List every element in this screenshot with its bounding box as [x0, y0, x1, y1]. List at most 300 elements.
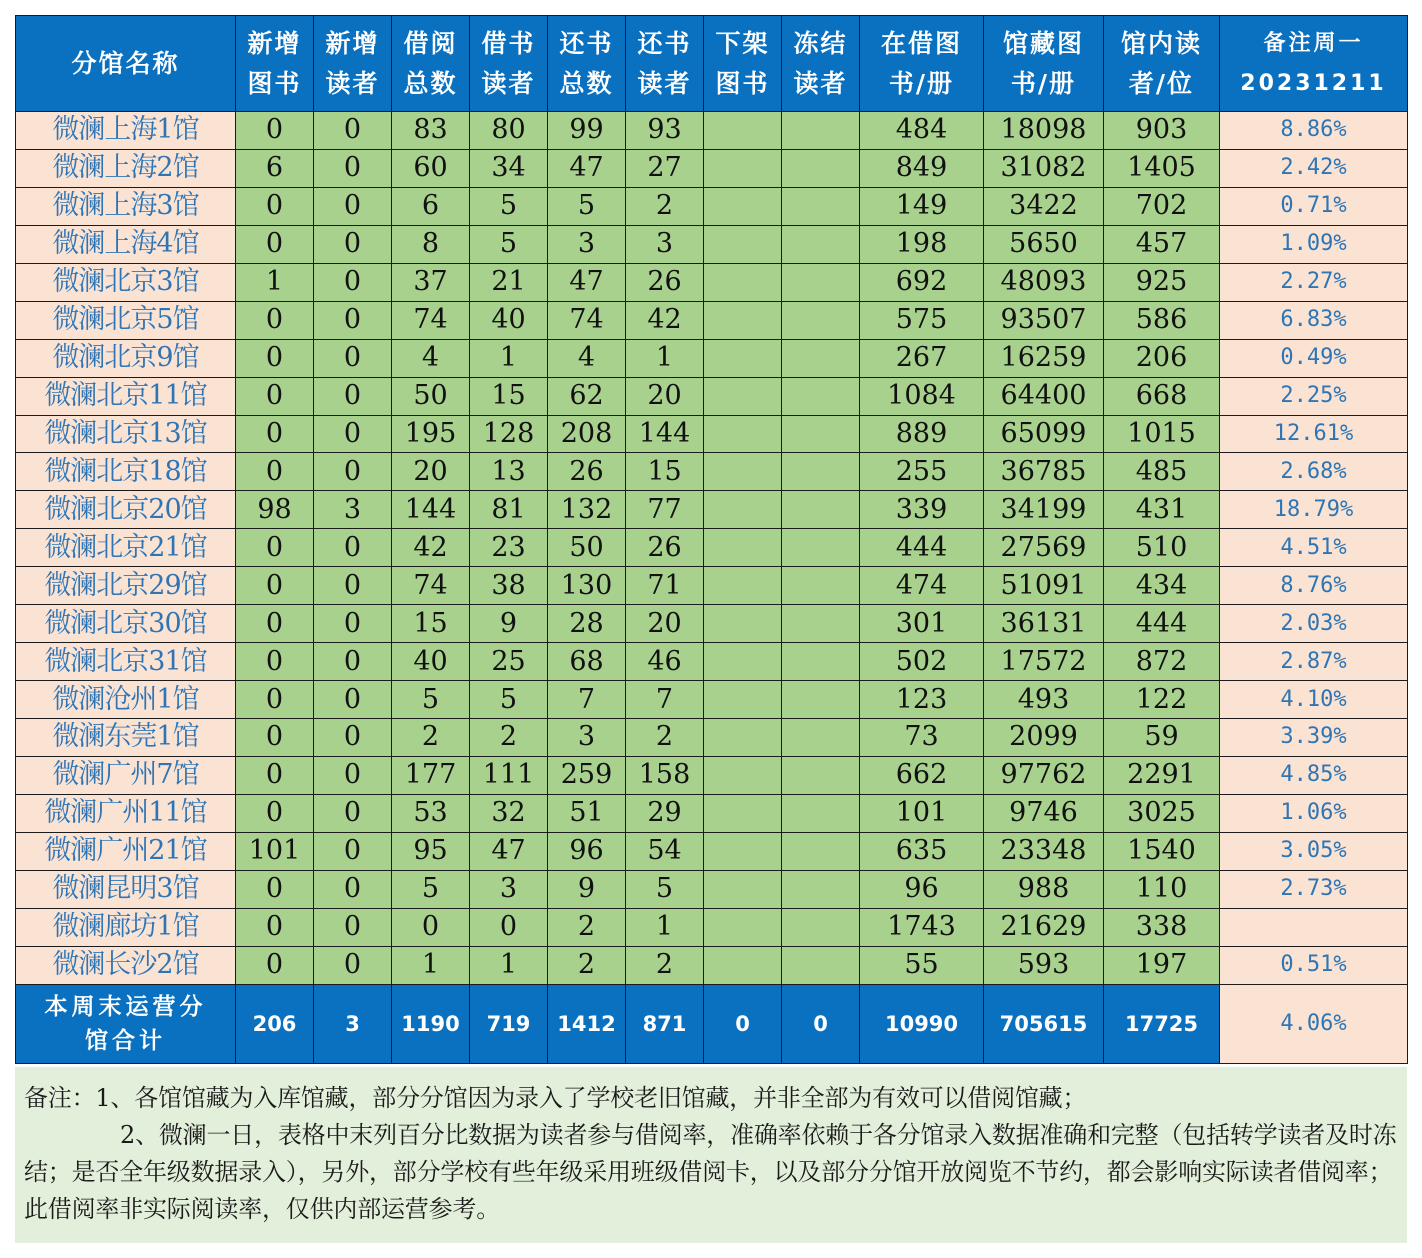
- table-row: [16, 832, 1408, 870]
- borrow-rate-cell: 8.86%: [1220, 112, 1408, 150]
- new-readers-cell: 0: [314, 453, 392, 491]
- collection-cell: 93507: [984, 301, 1104, 339]
- readers-cell: 59: [1104, 719, 1220, 757]
- readers-cell: 197: [1104, 946, 1220, 984]
- new-readers-cell: 0: [314, 112, 392, 150]
- header-line1: 新增: [325, 28, 380, 58]
- borrow-readers-cell: 5: [470, 187, 548, 225]
- frozen-readers-cell: [782, 567, 860, 605]
- return-readers-cell: 27: [626, 149, 704, 187]
- header-line1: 还书: [559, 28, 614, 58]
- new-books-cell: 0: [236, 870, 314, 908]
- new-books-cell: 0: [236, 681, 314, 719]
- borrow-total-cell: 53: [392, 794, 470, 832]
- branch-name-cell: 微澜昆明3馆: [16, 870, 236, 908]
- table-row: [16, 149, 1408, 187]
- removed-books-cell: [704, 756, 782, 794]
- branch-name-cell: 微澜北京29馆: [16, 567, 236, 605]
- new-books-cell: 0: [236, 339, 314, 377]
- books-on-loan-cell: 575: [860, 301, 984, 339]
- header-line2: 总数: [559, 68, 614, 98]
- readers-cell: 925: [1104, 263, 1220, 301]
- header-line2: 读者: [481, 68, 536, 98]
- return-readers-cell: 29: [626, 794, 704, 832]
- new-readers-cell: 0: [314, 681, 392, 719]
- return-readers-cell: 144: [626, 415, 704, 453]
- return-readers-cell: 5: [626, 870, 704, 908]
- header-new-books: [236, 16, 314, 112]
- return-total-cell: 2: [548, 946, 626, 984]
- return-total-cell: 132: [548, 491, 626, 529]
- branch-name-cell: 微澜东莞1馆: [16, 719, 236, 757]
- total-readers: 17725: [1104, 984, 1220, 1063]
- borrow-readers-cell: 80: [470, 112, 548, 150]
- new-books-cell: 0: [236, 567, 314, 605]
- borrow-rate-cell: 2.03%: [1220, 605, 1408, 643]
- header-books-on-loan: [860, 16, 984, 112]
- header-line2: 读者: [793, 68, 848, 98]
- removed-books-cell: [704, 415, 782, 453]
- table-header: [16, 16, 1408, 112]
- total-new-readers: 3: [314, 984, 392, 1063]
- removed-books-cell: [704, 529, 782, 567]
- table-row: [16, 453, 1408, 491]
- borrow-total-cell: 0: [392, 908, 470, 946]
- new-books-cell: 6: [236, 149, 314, 187]
- return-total-cell: 47: [548, 263, 626, 301]
- header-line2: 书/册: [888, 68, 955, 98]
- books-on-loan-cell: 123: [860, 681, 984, 719]
- books-on-loan-cell: 101: [860, 794, 984, 832]
- header-borrow-total: [392, 16, 470, 112]
- frozen-readers-cell: [782, 908, 860, 946]
- collection-cell: 17572: [984, 643, 1104, 681]
- return-readers-cell: 26: [626, 529, 704, 567]
- notes-box: [15, 1067, 1407, 1243]
- return-readers-cell: 2: [626, 719, 704, 757]
- books-on-loan-cell: 635: [860, 832, 984, 870]
- branch-name-cell: 微澜北京11馆: [16, 377, 236, 415]
- removed-books-cell: [704, 719, 782, 757]
- readers-cell: 1405: [1104, 149, 1220, 187]
- header-line1: 馆藏图: [1002, 28, 1084, 58]
- borrow-readers-cell: 1: [470, 339, 548, 377]
- header-line2: 读者: [637, 68, 692, 98]
- note-line-1: 备注：1、各馆馆藏为入库馆藏，部分分馆因为录入了学校老旧馆藏，并非全部为有效可以借阅馆藏；: [24, 1084, 1087, 1112]
- header-branch-name: [16, 16, 236, 112]
- borrow-total-cell: 2: [392, 719, 470, 757]
- table-row: [16, 377, 1408, 415]
- total-label-line2: 馆合计: [85, 1027, 166, 1054]
- header-readers: [1104, 16, 1220, 112]
- removed-books-cell: [704, 605, 782, 643]
- return-total-cell: 9: [548, 870, 626, 908]
- collection-cell: 48093: [984, 263, 1104, 301]
- header-removed-books: [704, 16, 782, 112]
- borrow-total-cell: 1: [392, 946, 470, 984]
- return-total-cell: 96: [548, 832, 626, 870]
- frozen-readers-cell: [782, 263, 860, 301]
- collection-cell: 31082: [984, 149, 1104, 187]
- collection-cell: 593: [984, 946, 1104, 984]
- borrow-rate-cell: 3.05%: [1220, 832, 1408, 870]
- borrow-readers-cell: 0: [470, 908, 548, 946]
- branch-name-cell: 微澜北京20馆: [16, 491, 236, 529]
- return-total-cell: 5: [548, 187, 626, 225]
- borrow-rate-cell: 4.10%: [1220, 681, 1408, 719]
- borrow-rate-cell: 0.71%: [1220, 187, 1408, 225]
- header-return-total: [548, 16, 626, 112]
- borrow-rate-cell: 2.25%: [1220, 377, 1408, 415]
- frozen-readers-cell: [782, 377, 860, 415]
- borrow-readers-cell: 23: [470, 529, 548, 567]
- frozen-readers-cell: [782, 491, 860, 529]
- branch-name-cell: 微澜上海3馆: [16, 187, 236, 225]
- books-on-loan-cell: 1743: [860, 908, 984, 946]
- new-books-cell: 0: [236, 453, 314, 491]
- table-row: [16, 870, 1408, 908]
- books-on-loan-cell: 149: [860, 187, 984, 225]
- borrow-total-cell: 37: [392, 263, 470, 301]
- borrow-rate-cell: 0.51%: [1220, 946, 1408, 984]
- return-readers-cell: 20: [626, 377, 704, 415]
- borrow-rate-cell: 8.76%: [1220, 567, 1408, 605]
- new-readers-cell: 0: [314, 377, 392, 415]
- header-borrow-readers: [470, 16, 548, 112]
- frozen-readers-cell: [782, 149, 860, 187]
- total-removed-books: 0: [704, 984, 782, 1063]
- return-total-cell: 50: [548, 529, 626, 567]
- borrow-readers-cell: 3: [470, 870, 548, 908]
- table-row: [16, 719, 1408, 757]
- return-readers-cell: 26: [626, 263, 704, 301]
- borrow-total-cell: 195: [392, 415, 470, 453]
- return-total-cell: 51: [548, 794, 626, 832]
- return-readers-cell: 54: [626, 832, 704, 870]
- books-on-loan-cell: 1084: [860, 377, 984, 415]
- borrow-readers-cell: 5: [470, 225, 548, 263]
- borrow-rate-cell: 2.27%: [1220, 263, 1408, 301]
- new-books-cell: 0: [236, 377, 314, 415]
- frozen-readers-cell: [782, 719, 860, 757]
- borrow-rate-cell: 1.06%: [1220, 794, 1408, 832]
- header-line1: 借书: [481, 28, 536, 58]
- borrow-readers-cell: 25: [470, 643, 548, 681]
- readers-cell: 668: [1104, 377, 1220, 415]
- new-readers-cell: 0: [314, 263, 392, 301]
- borrow-readers-cell: 2: [470, 719, 548, 757]
- borrow-rate-cell: [1220, 908, 1408, 946]
- header-rate-date: [1220, 16, 1408, 112]
- borrow-readers-cell: 5: [470, 681, 548, 719]
- borrow-total-cell: 74: [392, 567, 470, 605]
- removed-books-cell: [704, 377, 782, 415]
- header-line1: 在借图: [880, 28, 962, 58]
- collection-cell: 18098: [984, 112, 1104, 150]
- collection-cell: 34199: [984, 491, 1104, 529]
- header-line2: 20231211: [1240, 70, 1387, 96]
- new-readers-cell: 0: [314, 643, 392, 681]
- collection-cell: 97762: [984, 756, 1104, 794]
- header-return-readers: [626, 16, 704, 112]
- return-total-cell: 259: [548, 756, 626, 794]
- borrow-readers-cell: 9: [470, 605, 548, 643]
- readers-cell: 431: [1104, 491, 1220, 529]
- books-on-loan-cell: 55: [860, 946, 984, 984]
- borrow-readers-cell: 1: [470, 946, 548, 984]
- total-label-cell: [16, 984, 236, 1063]
- return-readers-cell: 1: [626, 339, 704, 377]
- new-readers-cell: 0: [314, 946, 392, 984]
- readers-cell: 702: [1104, 187, 1220, 225]
- total-new-books: 206: [236, 984, 314, 1063]
- new-books-cell: 0: [236, 794, 314, 832]
- frozen-readers-cell: [782, 832, 860, 870]
- return-readers-cell: 7: [626, 681, 704, 719]
- books-on-loan-cell: 255: [860, 453, 984, 491]
- readers-cell: 457: [1104, 225, 1220, 263]
- new-books-cell: 98: [236, 491, 314, 529]
- return-readers-cell: 20: [626, 605, 704, 643]
- total-frozen-readers: 0: [782, 984, 860, 1063]
- frozen-readers-cell: [782, 681, 860, 719]
- collection-cell: 23348: [984, 832, 1104, 870]
- branch-name-cell: 微澜长沙2馆: [16, 946, 236, 984]
- borrow-rate-cell: 12.61%: [1220, 415, 1408, 453]
- branch-name-cell: 微澜上海4馆: [16, 225, 236, 263]
- frozen-readers-cell: [782, 605, 860, 643]
- books-on-loan-cell: 96: [860, 870, 984, 908]
- branch-name-cell: 微澜北京18馆: [16, 453, 236, 491]
- borrow-total-cell: 4: [392, 339, 470, 377]
- collection-cell: 16259: [984, 339, 1104, 377]
- borrow-rate-cell: 3.39%: [1220, 719, 1408, 757]
- borrow-readers-cell: 47: [470, 832, 548, 870]
- borrow-total-cell: 95: [392, 832, 470, 870]
- collection-cell: 2099: [984, 719, 1104, 757]
- books-on-loan-cell: 502: [860, 643, 984, 681]
- branch-name-cell: 微澜北京21馆: [16, 529, 236, 567]
- new-readers-cell: 0: [314, 225, 392, 263]
- branch-name-cell: 微澜沧州1馆: [16, 681, 236, 719]
- return-total-cell: 7: [548, 681, 626, 719]
- borrow-rate-cell: 2.68%: [1220, 453, 1408, 491]
- branch-name-cell: 微澜北京13馆: [16, 415, 236, 453]
- frozen-readers-cell: [782, 946, 860, 984]
- return-readers-cell: 15: [626, 453, 704, 491]
- new-readers-cell: 0: [314, 870, 392, 908]
- borrow-total-cell: 83: [392, 112, 470, 150]
- return-total-cell: 3: [548, 719, 626, 757]
- borrow-total-cell: 144: [392, 491, 470, 529]
- new-readers-cell: 0: [314, 719, 392, 757]
- table-row: [16, 908, 1408, 946]
- readers-cell: 586: [1104, 301, 1220, 339]
- frozen-readers-cell: [782, 187, 860, 225]
- header-line1: 备注周一: [1263, 30, 1364, 56]
- table-row: [16, 112, 1408, 150]
- readers-cell: 434: [1104, 567, 1220, 605]
- collection-cell: 9746: [984, 794, 1104, 832]
- new-books-cell: 0: [236, 415, 314, 453]
- removed-books-cell: [704, 946, 782, 984]
- borrow-readers-cell: 13: [470, 453, 548, 491]
- frozen-readers-cell: [782, 529, 860, 567]
- total-label-line1: 本周末运营分: [44, 993, 207, 1020]
- borrow-total-cell: 74: [392, 301, 470, 339]
- return-total-cell: 26: [548, 453, 626, 491]
- return-readers-cell: 77: [626, 491, 704, 529]
- borrow-rate-cell: 2.73%: [1220, 870, 1408, 908]
- new-readers-cell: 0: [314, 339, 392, 377]
- table-row: [16, 643, 1408, 681]
- new-books-cell: 0: [236, 643, 314, 681]
- new-books-cell: 0: [236, 529, 314, 567]
- new-books-cell: 0: [236, 908, 314, 946]
- table-row: [16, 529, 1408, 567]
- readers-cell: 1540: [1104, 832, 1220, 870]
- table-body: [16, 112, 1408, 985]
- removed-books-cell: [704, 112, 782, 150]
- new-books-cell: 0: [236, 301, 314, 339]
- return-total-cell: 28: [548, 605, 626, 643]
- borrow-rate-cell: 4.85%: [1220, 756, 1408, 794]
- frozen-readers-cell: [782, 794, 860, 832]
- return-readers-cell: 158: [626, 756, 704, 794]
- books-on-loan-cell: 662: [860, 756, 984, 794]
- table-row: [16, 415, 1408, 453]
- books-on-loan-cell: 301: [860, 605, 984, 643]
- books-on-loan-cell: 73: [860, 719, 984, 757]
- header-line2: 图书: [247, 68, 302, 98]
- table-row: [16, 339, 1408, 377]
- note-line-2: 2、微澜一日，表格中末列百分比数据为读者参与借阅率，准确率依赖于各分馆录入数据准确和完整（包括转学读者及时冻结；是否全年级数据录入），另外，部分学校有些年级采用班级借阅卡，以及部分分馆开放阅览不节约，都会影响实际读者借阅率；此借阅率非实际阅读率，仅供内部运营参考。: [24, 1121, 1397, 1223]
- new-books-cell: 0: [236, 112, 314, 150]
- new-books-cell: 101: [236, 832, 314, 870]
- header-line1: 馆内读: [1120, 28, 1202, 58]
- borrow-total-cell: 40: [392, 643, 470, 681]
- new-books-cell: 0: [236, 605, 314, 643]
- return-readers-cell: 1: [626, 908, 704, 946]
- removed-books-cell: [704, 339, 782, 377]
- header-line2: 书/册: [1010, 68, 1077, 98]
- table-row: [16, 225, 1408, 263]
- header-line2: 者/位: [1128, 68, 1195, 98]
- borrow-readers-cell: 111: [470, 756, 548, 794]
- total-books-on-loan: 10990: [860, 984, 984, 1063]
- header-row: [16, 16, 1408, 112]
- books-on-loan-cell: 889: [860, 415, 984, 453]
- new-books-cell: 0: [236, 719, 314, 757]
- new-books-cell: 0: [236, 187, 314, 225]
- branch-name-cell: 微澜上海1馆: [16, 112, 236, 150]
- return-readers-cell: 42: [626, 301, 704, 339]
- books-on-loan-cell: 484: [860, 112, 984, 150]
- books-on-loan-cell: 267: [860, 339, 984, 377]
- frozen-readers-cell: [782, 870, 860, 908]
- readers-cell: 3025: [1104, 794, 1220, 832]
- new-books-cell: 0: [236, 756, 314, 794]
- frozen-readers-cell: [782, 339, 860, 377]
- total-borrow-readers: 719: [470, 984, 548, 1063]
- readers-cell: 444: [1104, 605, 1220, 643]
- return-total-cell: 208: [548, 415, 626, 453]
- readers-cell: 110: [1104, 870, 1220, 908]
- total-rate: 4.06%: [1220, 984, 1408, 1063]
- books-on-loan-cell: 198: [860, 225, 984, 263]
- branch-name-cell: 微澜北京5馆: [16, 301, 236, 339]
- branch-name-cell: 微澜北京9馆: [16, 339, 236, 377]
- borrow-total-cell: 20: [392, 453, 470, 491]
- header-line1: 新增: [247, 28, 302, 58]
- borrow-total-cell: 5: [392, 870, 470, 908]
- removed-books-cell: [704, 263, 782, 301]
- new-readers-cell: 0: [314, 567, 392, 605]
- readers-cell: 122: [1104, 681, 1220, 719]
- return-total-cell: 99: [548, 112, 626, 150]
- header-collection: [984, 16, 1104, 112]
- borrow-readers-cell: 15: [470, 377, 548, 415]
- borrow-rate-cell: 2.42%: [1220, 149, 1408, 187]
- collection-cell: 988: [984, 870, 1104, 908]
- branch-name-cell: 微澜上海2馆: [16, 149, 236, 187]
- collection-cell: 27569: [984, 529, 1104, 567]
- return-total-cell: 130: [548, 567, 626, 605]
- borrow-rate-cell: 4.51%: [1220, 529, 1408, 567]
- total-row: [16, 984, 1408, 1063]
- books-on-loan-cell: 474: [860, 567, 984, 605]
- return-readers-cell: 71: [626, 567, 704, 605]
- borrow-total-cell: 60: [392, 149, 470, 187]
- return-total-cell: 2: [548, 908, 626, 946]
- total-collection: 705615: [984, 984, 1104, 1063]
- removed-books-cell: [704, 187, 782, 225]
- frozen-readers-cell: [782, 225, 860, 263]
- frozen-readers-cell: [782, 112, 860, 150]
- header-line2: 总数: [403, 68, 458, 98]
- borrow-total-cell: 177: [392, 756, 470, 794]
- table-row: [16, 301, 1408, 339]
- header-line1: 借阅: [403, 28, 458, 58]
- removed-books-cell: [704, 908, 782, 946]
- return-total-cell: 3: [548, 225, 626, 263]
- readers-cell: 206: [1104, 339, 1220, 377]
- borrow-rate-cell: 2.87%: [1220, 643, 1408, 681]
- frozen-readers-cell: [782, 453, 860, 491]
- new-readers-cell: 0: [314, 908, 392, 946]
- removed-books-cell: [704, 491, 782, 529]
- borrow-total-cell: 42: [392, 529, 470, 567]
- table-row: [16, 605, 1408, 643]
- new-readers-cell: 3: [314, 491, 392, 529]
- borrow-total-cell: 8: [392, 225, 470, 263]
- frozen-readers-cell: [782, 415, 860, 453]
- table-row: [16, 187, 1408, 225]
- removed-books-cell: [704, 794, 782, 832]
- header-line1: 还书: [637, 28, 692, 58]
- frozen-readers-cell: [782, 643, 860, 681]
- books-on-loan-cell: 444: [860, 529, 984, 567]
- branch-name-cell: 微澜广州11馆: [16, 794, 236, 832]
- branch-name-cell: 微澜廊坊1馆: [16, 908, 236, 946]
- borrow-readers-cell: 38: [470, 567, 548, 605]
- branch-name-cell: 微澜北京30馆: [16, 605, 236, 643]
- borrow-rate-cell: 1.09%: [1220, 225, 1408, 263]
- new-books-cell: 1: [236, 263, 314, 301]
- table-row: [16, 681, 1408, 719]
- borrow-readers-cell: 81: [470, 491, 548, 529]
- collection-cell: 3422: [984, 187, 1104, 225]
